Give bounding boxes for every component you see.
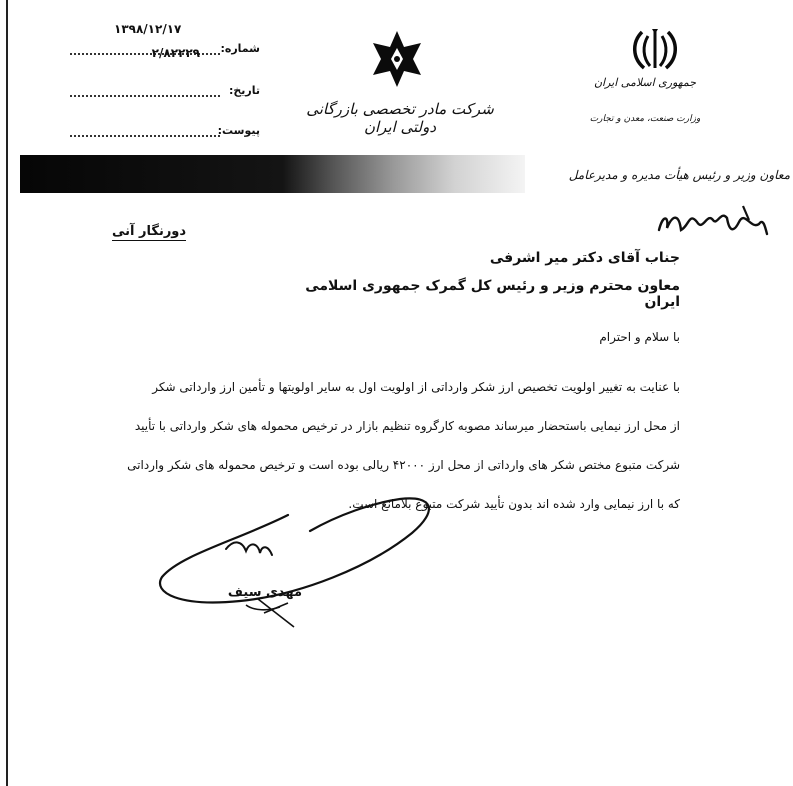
page-edge-line: [6, 0, 8, 786]
addressee-name: جناب آقای دکتر میر اشرفی: [489, 250, 680, 266]
attachment-dotted-line: [70, 135, 220, 137]
republic-title: جمهوری اسلامی ایران: [593, 76, 697, 89]
date-value: ۱۳۹۸/۱۲/۱۷: [114, 22, 182, 36]
signer-name: مهدی سیف: [227, 585, 303, 600]
body-line-4: که با ارز نیمایی وارد شده اند بدون تأیید شرکت متبوع بلامانع است.: [348, 497, 680, 511]
company-name: شرکت مادر تخصصی بازرگانی دولتی ایران: [306, 100, 494, 136]
date-label: تاریخ:: [228, 84, 260, 97]
iran-emblem-icon: [630, 28, 680, 72]
number-field: [30, 42, 260, 62]
body-line-3: شرکت متبوع مختص شکر های وارداتی از محل ارز ۴۲۰۰۰ ریالی بوده است و ترخیص محموله های شکر وارداتی: [127, 458, 680, 472]
handwritten-title: معاون وزیر و رئیس هیأت مدیره و مدیرعامل: [568, 168, 790, 182]
date-field: [30, 84, 260, 104]
attachment-label: پیوست:: [217, 124, 260, 137]
fax-label: دورنگار آنی: [112, 224, 187, 239]
attachment-field: [30, 124, 260, 144]
header-band: [20, 155, 525, 193]
signature-mark: [150, 485, 450, 635]
number-value: ۲/۸۲۲۲۹: [151, 46, 200, 60]
company-logo-icon: [368, 30, 426, 88]
date-dotted-line: [70, 95, 220, 97]
ministry-title: وزارت صنعت، معدن و تجارت: [589, 114, 701, 124]
body-line-1: با عنایت به تغییر اولویت تخصیص ارز شکر وارداتی از اولویت اول به سایر اولویتها و تأمین ارز وارداتی شکر: [152, 380, 680, 394]
addressee-title: معاون محترم وزیر و رئیس کل گمرک جمهوری اسلامی ایران: [305, 278, 680, 310]
number-label: شماره:: [220, 42, 260, 55]
handwritten-note: [655, 200, 770, 248]
body-line-2: از محل ارز نیمایی باستحضار میرساند مصوبه کارگروه تنظیم بازار در ترخیص محموله های شکر وارداتی با تأیید: [134, 419, 680, 433]
greeting: با سلام و احترام: [599, 330, 680, 344]
